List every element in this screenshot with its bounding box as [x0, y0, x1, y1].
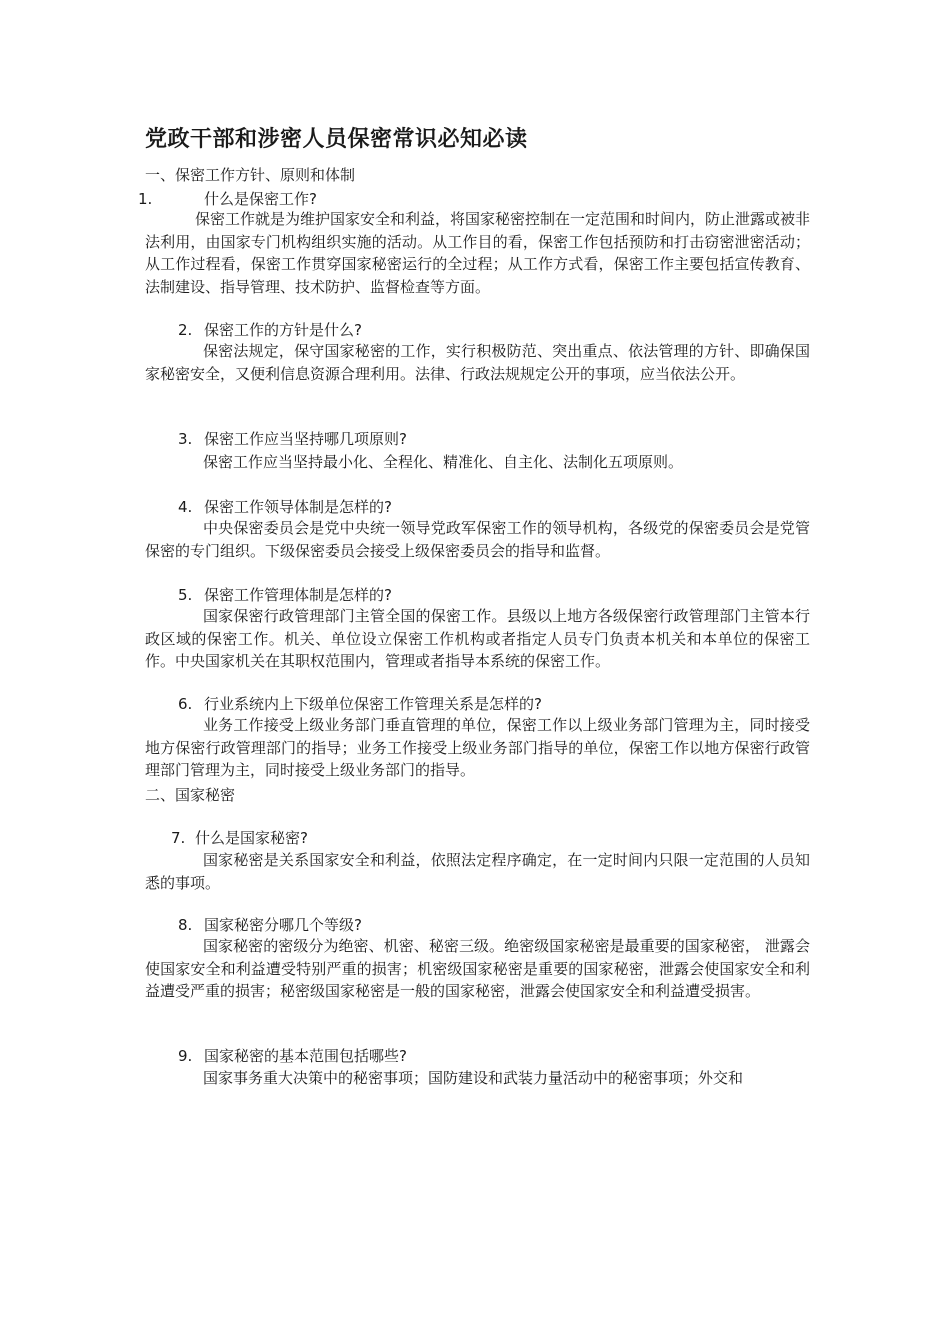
answer-7: 国家秘密是关系国家安全和利益，依照法定程序确定，在一定时间内只限一定范围的人员知悉的事项。 [145, 851, 810, 892]
question-text: 国家秘密分哪几个等级? [204, 916, 362, 934]
question-9 [178, 1045, 407, 1066]
answer-1: 保密工作就是为维护国家安全和利益，将国家秘密控制在一定范围和时间内，防止泄露或被非法利用，由国家专门机构组织实施的活动。从工作目的看，保密工作包括预防和打击窃密泄密活动；从工作过程看，保密工作贯穿国家秘密运行的全过程；从工作方式看，保密工作主要包括宣传教育、法制建设、指导管理、技术防护、监督检查等方面。 [145, 210, 811, 296]
question-number: 3. [178, 430, 193, 448]
question-text: 保密工作应当坚持哪几项原则? [204, 430, 407, 448]
answer-2: 保密法规定，保守国家秘密的工作，实行积极防范、突出重点、依法管理的方针、即确保国家秘密安全，又便利信息资源合理利用。法律、行政法规规定公开的事项，应当依法公开。 [145, 342, 810, 383]
section-heading-1: 一、保密工作方针、原则和体制 [145, 166, 356, 184]
question-3 [178, 428, 407, 449]
answer-4: 中央保密委员会是党中央统一领导党政军保密工作的领导机构，各级党的保密委员会是党管保密的专门组织。下级保密委员会接受上级保密委员会的指导和监督。 [145, 519, 810, 560]
question-number: 8. [178, 916, 193, 934]
section-heading-2: 二、国家秘密 [145, 786, 236, 804]
question-8 [178, 914, 362, 935]
question-number: 4. [178, 498, 193, 516]
question-number: 1. [138, 190, 153, 208]
question-text: 保密工作的方针是什么? [204, 321, 362, 339]
question-text: 什么是保密工作? [204, 190, 317, 208]
question-text: 保密工作领导体制是怎样的? [204, 498, 392, 516]
answer-3: 保密工作应当坚持最小化、全程化、精准化、自主化、法制化五项原则。 [203, 453, 684, 471]
question-2 [178, 319, 362, 340]
document-title: 党政干部和涉密人员保密常识必知必读 [145, 127, 528, 152]
answer-5: 国家保密行政管理部门主管全国的保密工作。县级以上地方各级保密行政管理部门主管本行政区域的保密工作。机关、单位设立保密工作机构或者指定人员专门负责本机关和本单位的保密工作。中央国家机关在其职权范围内，管理或者指导本系统的保密工作。 [145, 607, 810, 670]
question-text: 国家秘密的基本范围包括哪些? [204, 1047, 407, 1065]
question-text: 行业系统内上下级单位保密工作管理关系是怎样的? [204, 695, 542, 713]
question-7 [171, 827, 308, 848]
answer-8: 国家秘密的密级分为绝密、机密、秘密三级。绝密级国家秘密是最重要的国家秘密， 泄露会使国家安全和利益遭受特别严重的损害；机密级国家秘密是重要的国家秘密，泄露会使国家安全和利益遭受严重的损害；秘密级国家秘密是一般的国家秘密，泄露会使国家安全和利益遭受损害。 [145, 937, 810, 1000]
answer-9: 国家事务重大决策中的秘密事项；国防建设和武装力量活动中的秘密事项；外交和 [203, 1069, 744, 1087]
question-4 [178, 496, 392, 517]
question-number: 2. [178, 321, 193, 339]
question-number: 9. [178, 1047, 193, 1065]
question-number: 6. [178, 695, 193, 713]
question-text: 保密工作管理体制是怎样的? [204, 586, 392, 604]
question-1 [138, 188, 317, 209]
question-number: 7. [171, 829, 186, 847]
question-5 [178, 584, 392, 605]
question-6 [178, 693, 542, 714]
question-text: 什么是国家秘密? [195, 829, 308, 847]
question-number: 5. [178, 586, 193, 604]
answer-6: 业务工作接受上级业务部门垂直管理的单位，保密工作以上级业务部门管理为主，同时接受地方保密行政管理部门的指导；业务工作接受上级业务部门指导的单位，保密工作以地方保密行政管理部门管理为主，同时接受上级业务部门的指导。 [145, 716, 810, 779]
